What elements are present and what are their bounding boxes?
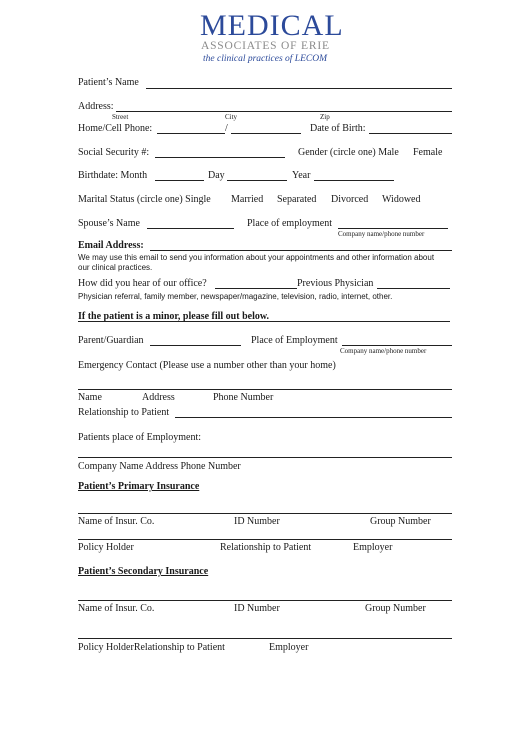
logo-title: MEDICAL (200, 9, 344, 42)
secondary-employer-label: Employer (269, 642, 309, 653)
marital-separated-option[interactable]: Separated (277, 194, 317, 205)
birth-year-label: Year (292, 170, 311, 181)
birth-month-field[interactable] (155, 180, 204, 181)
primary-insurance-field[interactable] (78, 513, 452, 514)
logo-tagline: the clinical practices of LECOM (203, 54, 328, 64)
address-label: Address: (78, 101, 114, 112)
secondary-policy-holder-field[interactable] (78, 638, 452, 639)
spouses-name-field[interactable] (147, 228, 234, 229)
birth-year-field[interactable] (314, 180, 394, 181)
social-security-field[interactable] (155, 157, 285, 158)
spouse-employment-field[interactable] (338, 228, 448, 229)
address-field[interactable] (116, 111, 452, 112)
email-note-line1: We may use this email to send you information about your appointments and other information about (78, 253, 435, 262)
email-address-field[interactable] (150, 250, 452, 251)
emergency-contact-label: Emergency Contact (Please use a number other than your home) (78, 360, 336, 371)
email-note-line2: our clinical practices. (78, 263, 153, 272)
gender-label: Gender (circle one) Male (298, 147, 399, 158)
primary-group-number-label: Group Number (370, 516, 431, 527)
secondary-insur-co-label: Name of Insur. Co. (78, 603, 155, 614)
previous-physician-field[interactable] (377, 288, 450, 289)
zip-label: Zip (320, 113, 330, 121)
emergency-name-label: Name (78, 392, 102, 403)
birth-day-label: Day (208, 170, 225, 181)
patients-name-label: Patient’s Name (78, 77, 139, 88)
home-cell-phone-label: Home/Cell Phone: (78, 123, 153, 134)
primary-policy-holder-field[interactable] (78, 539, 452, 540)
previous-physician-label: Previous Physician (297, 278, 374, 289)
secondary-group-number-label: Group Number (365, 603, 426, 614)
parent-employment-field[interactable] (342, 345, 452, 346)
marital-divorced-option[interactable]: Divorced (331, 194, 369, 205)
secondary-insurance-field[interactable] (78, 600, 452, 601)
secondary-id-number-label: ID Number (234, 603, 280, 614)
referral-options-text: Physician referral, family member, newspaper/magazine, television, radio, internet, other. (78, 292, 393, 301)
spouse-company-hint: Company name/phone number (338, 230, 425, 238)
patients-employment-label: Patients place of Employment: (78, 432, 202, 443)
parent-company-hint: Company name/phone number (340, 347, 427, 355)
street-label: Street (112, 113, 129, 121)
email-address-label: Email Address: (78, 240, 144, 251)
primary-insur-co-label: Name of Insur. Co. (78, 516, 155, 527)
relationship-to-patient-label: Relationship to Patient (78, 407, 170, 418)
primary-relationship-label: Relationship to Patient (220, 542, 312, 553)
date-of-birth-field[interactable] (369, 133, 452, 134)
parent-guardian-field[interactable] (150, 345, 241, 346)
marital-widowed-option[interactable]: Widowed (382, 194, 421, 205)
primary-employer-label: Employer (353, 542, 393, 553)
minor-heading-underline (78, 321, 450, 322)
emergency-phone-label: Phone Number (213, 392, 274, 403)
cell-phone-field[interactable] (231, 133, 301, 134)
primary-insurance-heading: Patient’s Primary Insurance (78, 481, 200, 492)
spouse-employment-label: Place of employment (247, 218, 332, 229)
emergency-contact-field[interactable] (78, 389, 452, 390)
birth-day-field[interactable] (227, 180, 287, 181)
parent-employment-label: Place of Employment (251, 335, 338, 346)
relationship-to-patient-field[interactable] (175, 417, 452, 418)
gender-female-option[interactable]: Female (413, 147, 443, 158)
spouses-name-label: Spouse’s Name (78, 218, 140, 229)
social-security-label: Social Security #: (78, 147, 150, 158)
birthdate-month-label: Birthdate: Month (78, 170, 148, 181)
company-name-address-phone-label: Company Name Address Phone Number (78, 461, 241, 472)
patients-employment-field[interactable] (78, 457, 452, 458)
patients-name-field[interactable] (146, 88, 452, 89)
primary-policy-holder-label: Policy Holder (78, 542, 134, 553)
marital-married-option[interactable]: Married (231, 194, 264, 205)
city-label: City (225, 113, 238, 121)
emergency-address-label: Address (142, 392, 175, 403)
logo-subtitle: ASSOCIATES OF ERIE (201, 40, 330, 52)
secondary-policy-holder-label: Policy HolderRelationship to Patient (78, 642, 225, 653)
marital-status-label: Marital Status (circle one) Single (78, 194, 211, 205)
parent-guardian-label: Parent/Guardian (78, 335, 144, 346)
phone-slash: / (225, 123, 228, 134)
secondary-insurance-heading: Patient’s Secondary Insurance (78, 566, 209, 577)
how-did-you-hear-label: How did you hear of our office? (78, 278, 207, 289)
minor-section-heading: If the patient is a minor, please fill out below. (78, 311, 270, 322)
home-phone-field[interactable] (157, 133, 225, 134)
how-did-you-hear-field[interactable] (215, 288, 297, 289)
primary-id-number-label: ID Number (234, 516, 280, 527)
date-of-birth-label: Date of Birth: (310, 123, 366, 134)
